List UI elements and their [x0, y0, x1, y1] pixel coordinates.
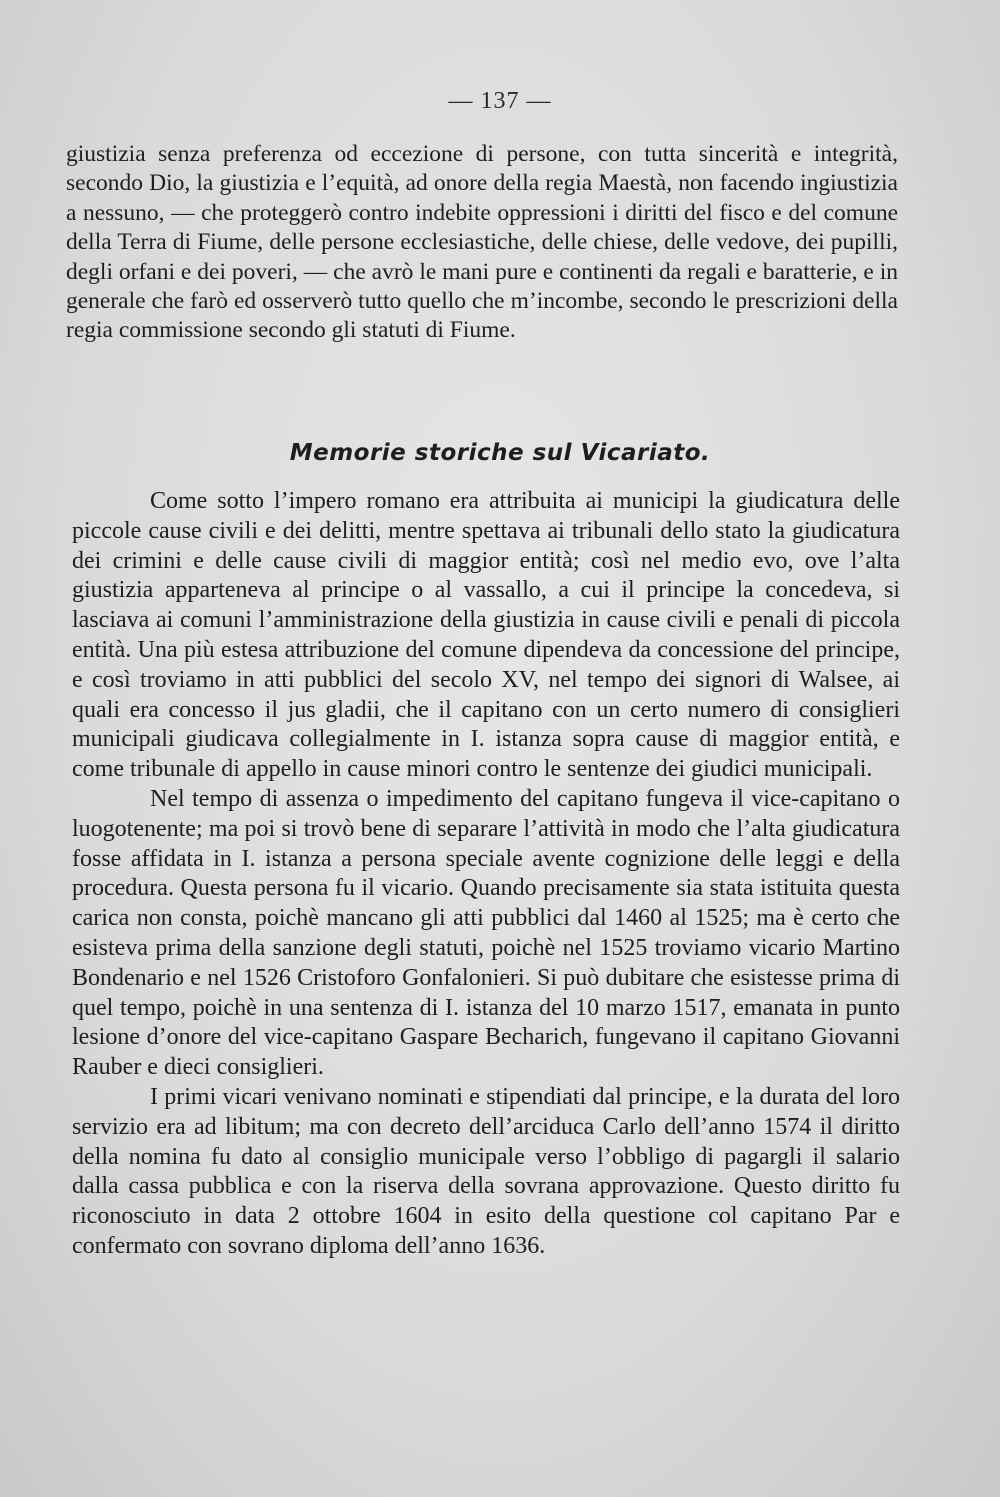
page-number: — 137 —: [448, 88, 552, 114]
section-body: [72, 487, 900, 1262]
section-heading: Memorie storiche sul Vicariato.: [289, 440, 711, 466]
paragraph-2: Nel tempo di assenza o impedimento del capitano fungeva il vice-capitano o luogotenente; ma poi si trovò bene di separare l’attività in modo che l’alta giudicatura fosse affidata in I. istanza a persona speciale avente cognizione delle leggi e della procedura. Questa persona fu il vicario. Quando precisamente sia stata istituita questa carica non consta, poichè mancano gli atti pubblici dal 1460 al 1525; ma è certo che esisteva prima della sanzione degli statuti, poichè nel 1525 troviamo vicario Martino Bondenario e nel 1526 Cristoforo Gonfalonieri. Si può dubitare che esistesse prima di quel tempo, poichè in una sentenza di I. istanza del 10 marzo 1517, emanata in punto lesione d’onore del vice-capitano Gaspare Becharich, fungevano il capitano Giovanni Rauber e dieci consiglieri.: [72, 785, 900, 1081]
intro-paragraph: giustizia senza preferenza od eccezione di persone, con tutta sincerità e integrità, secondo Dio, la giustizia e l’equità, ad onore della regia Maestà, non facendo ingiustizia a nessuno, — che proteggerò contro indebite oppressioni i diritti del fisco e del comune della Terra di Fiume, delle persone ecclesiastiche, delle chiese, delle vedove, dei pupilli, degli orfani e dei poveri, — che avrò le mani pure e continenti da regali e baratterie, e in generale che farò ed osserverò tutto quello che m’incombe, secondo le prescrizioni della regia commissione secondo gli statuti di Fiume.: [66, 141, 898, 344]
intro-paragraph-block: [66, 140, 898, 346]
paragraph-1: Come sotto l’impero romano era attribuita ai municipi la giudicatura delle piccole cause civili e dei delitti, mentre spettava ai tribunali dello stato la giudicatura dei crimini e delle cause civili di maggior entità; così nel medio evo, ove l’alta giustizia apparteneva al principe o al vassallo, a cui il principe la concedeva, si lasciava ai comuni l’amministrazione della giustizia in cause civili e penali di piccola entità. Una più estesa attribuzione del comune dipendeva da concessione del principe, e così troviamo in atti pubblici del secolo XV, nel tempo dei signori di Walsee, ai quali era concesso il jus gladii, che il capitano con un certo numero di consiglieri municipali giudicava collegialmente in I. istanza sopra cause di maggior entità, e come tribunale di appello in cause minori contro le sentenze dei giudici municipali.: [72, 488, 900, 783]
paragraph-3: I primi vicari venivano nominati e stipendiati dal principe, e la durata del loro servizio era ad libitum; ma con decreto dell’arciduca Carlo dell’anno 1574 il diritto della nomina fu dato al consiglio municipale verso l’obbligo di pagargli il salario dalla cassa pubblica e con la riserva della sovrana approvazione. Questo diritto fu riconosciuto in data 2 ottobre 1604 in esito della questione col capitano Par e confermato con sovrano diploma dell’anno 1636.: [72, 1083, 900, 1259]
